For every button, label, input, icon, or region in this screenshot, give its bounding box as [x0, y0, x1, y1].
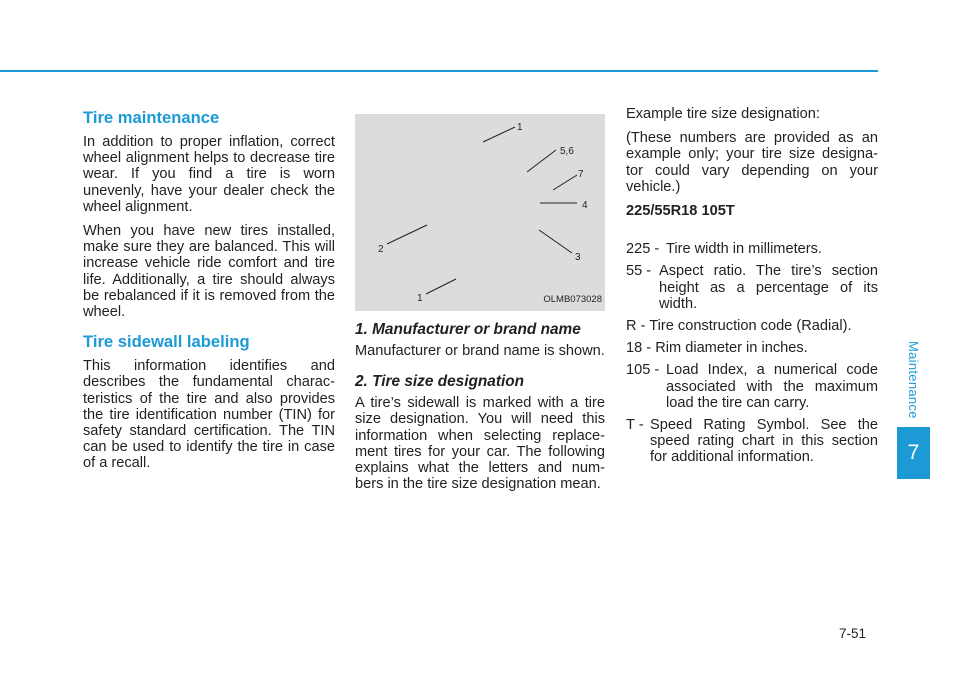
definition-aspect-ratio [626, 263, 878, 312]
callout-label-1-bottom: 1 [417, 293, 423, 304]
callout-label-4: 4 [582, 200, 588, 211]
callout-label-56: 5,6 [560, 146, 574, 157]
callout-line-1-top [483, 127, 515, 142]
figure-callouts [355, 114, 605, 311]
paragraph-example-intro: Example tire size designation: [626, 106, 820, 122]
definition-text: Tire construction code (Radial). [649, 318, 852, 335]
definition-key: R - [626, 318, 646, 335]
definition-text: Rim diameter in inches. [655, 340, 808, 357]
callout-label-3: 3 [575, 252, 581, 263]
definition-key: 55 - [626, 263, 652, 280]
side-section-label: Maintenance [906, 341, 921, 419]
column-3 [626, 106, 878, 472]
heading-manufacturer: 1. Manufacturer or brand name [355, 321, 581, 338]
definition-width [626, 241, 878, 257]
callout-label-2: 2 [378, 244, 384, 255]
heading-size-designation: 2. Tire size designation [355, 373, 525, 391]
callout-label-1-top: 1 [517, 122, 523, 133]
definition-text: Tire width in millimeters. [666, 241, 822, 258]
paragraph-balance: When you have new tires installed, make sure they are balanced. This will increase vehicle ride comfort and tire life. Additionally, a tire should always be rebalanced if it is removed from the wheel. [83, 223, 335, 321]
heading-sidewall-labeling: Tire sidewall labeling [83, 332, 250, 352]
paragraph-size-designation: A tire’s sidewall is marked with a tire size designation. You will need this information when selecting replace-ment tires for your car. The following explains what the letters and num-bers in the tire size designation mean. [355, 395, 605, 493]
callout-line-3 [539, 230, 572, 253]
definition-key: 18 - [626, 340, 652, 357]
definition-construction [626, 318, 878, 334]
definition-text: Speed Rating Symbol. See the speed rating chart in this section for additional information. [650, 417, 878, 466]
definition-text: Aspect ratio. The tire’s section height as a percentage of its width. [659, 263, 878, 312]
paragraph-tin: This information identifies and describes the fundamental charac-teristics of the tire and also provides the tire identification number (TIN) for safety standard certification. The TIN can be used to identify the tire in case of a recall. [83, 358, 335, 472]
column-2 [355, 108, 605, 500]
callout-line-7 [553, 175, 577, 190]
column-1 [83, 108, 335, 480]
example-designation: 225/55R18 105T [626, 203, 735, 220]
figure-code: OLMB073028 [543, 293, 602, 305]
definition-key: T - [626, 417, 644, 434]
definition-load-index [626, 362, 878, 411]
definition-key: 105 - [626, 362, 660, 379]
chapter-tab: 7 [897, 427, 930, 479]
definition-rim [626, 340, 878, 356]
callout-line-2 [387, 225, 427, 244]
paragraph-alignment: In addition to proper inflation, correct wheel alignment helps to decrease tire wear. If you find a tire is worn unevenly, have your dealer check the wheel alignment. [83, 134, 335, 215]
definition-key: 225 - [626, 241, 660, 258]
definition-text: Load Index, a numerical code associated with the maximum load the tire can carry. [666, 362, 878, 411]
callout-label-7: 7 [578, 169, 584, 180]
callout-line-1-bottom [426, 279, 456, 294]
definition-speed-rating [626, 417, 878, 466]
page-number: 7-51 [839, 626, 867, 641]
header-rule [0, 70, 878, 72]
heading-tire-maintenance: Tire maintenance [83, 108, 220, 127]
callout-line-56 [527, 150, 556, 172]
paragraph-example-note: (These numbers are provided as an example only; your tire size designa-tor could vary depending on your vehicle.) [626, 130, 878, 195]
paragraph-manufacturer: Manufacturer or brand name is shown. [355, 343, 605, 359]
tire-sidewall-figure [355, 114, 605, 311]
